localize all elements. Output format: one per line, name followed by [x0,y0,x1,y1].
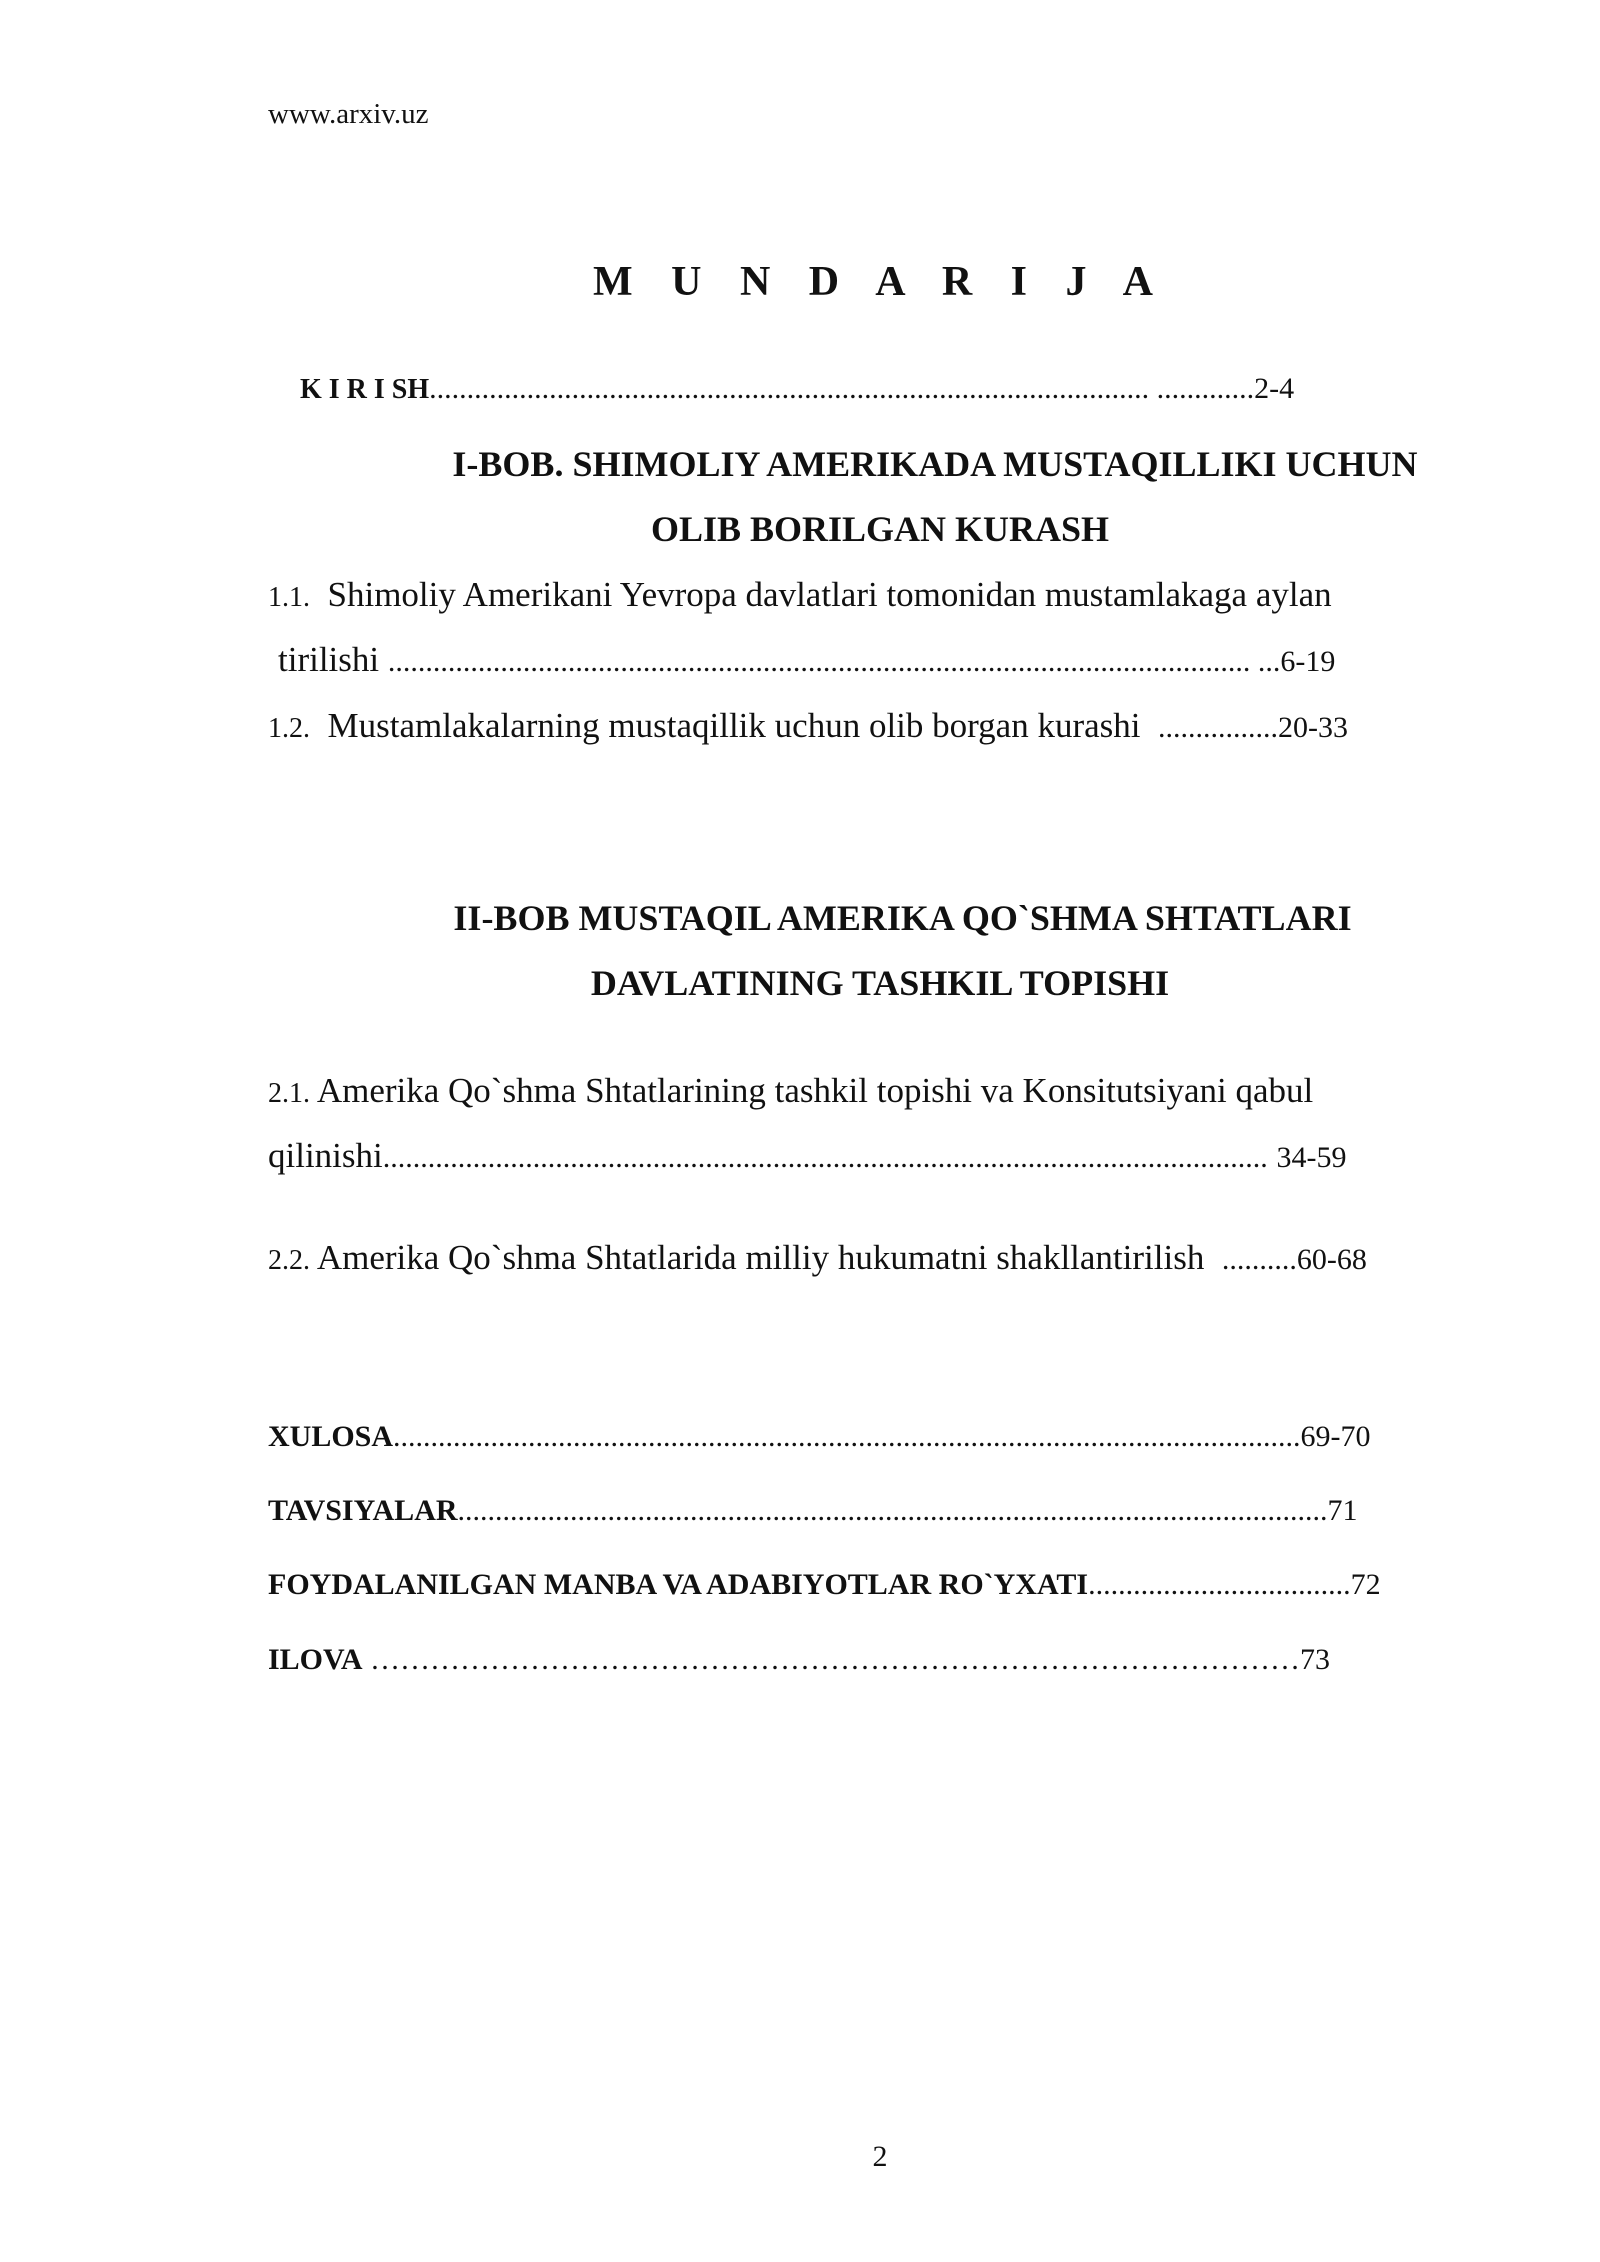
page-number: 2 [872,2140,888,2173]
toc-entry-2-2[interactable] [268,1238,1367,1278]
toc-pages: 6-19 [1280,645,1336,678]
section-title: Mustamlakalarning mustaqillik uchun olib borgan kurashi [327,706,1141,745]
chapter-2-heading: II-BOB MUSTAQIL AMERIKA QO`SHMA SHTATLARI [453,898,1352,938]
toc-entry-1-1[interactable] [268,575,1332,615]
toc-leader: ………………………………………………………………………………… [362,1643,1300,1676]
chapter-1-heading: I-BOB. SHIMOLIY AMERIKADA MUSTAQILLIKI UCHUN [452,444,1418,484]
toc-entry-label: XULOSA [268,1420,394,1453]
section-title-continued: qilinishi [268,1136,383,1175]
toc-entry-label: K I R I SH [300,374,430,405]
section-title: Amerika Qo`shma Shtatlarida milliy hukumatni shakllantirilish [316,1238,1205,1277]
toc-pages: 72 [1350,1568,1381,1601]
toc-pages: 20-33 [1277,711,1348,744]
toc-entry-label: TAVSIYALAR [268,1494,458,1527]
site-url: www.arxiv.uz [268,98,429,130]
toc-leader: ................................... [1088,1568,1351,1601]
chapter-2-heading-line2: DAVLATINING TASHKIL TOPISHI [590,963,1170,1003]
toc-leader: ...................................................................................................................... [382,1141,1268,1174]
section-title-continued: tirilishi [278,640,380,679]
toc-entry-bibliography[interactable] [268,1568,1381,1602]
toc-entry-1-2[interactable] [268,706,1348,746]
toc-pages: 2-4 [1254,372,1295,405]
section-number: 2.1. [268,1078,310,1109]
toc-leader: ................ [1157,711,1278,744]
toc-entry-xulosa[interactable] [268,1420,1371,1454]
toc-entry-ilova[interactable] [268,1643,1330,1677]
toc-leader: .......... [1221,1243,1297,1276]
toc-entry-2-1[interactable] [268,1071,1313,1111]
section-title: Shimoliy Amerikani Yevropa davlatlari tomonidan mustamlakaga aylan [327,575,1332,614]
toc-entry-2-1-continued[interactable] [268,1136,1347,1176]
section-number: 2.2. [268,1245,310,1276]
toc-entry-label: FOYDALANILGAN MANBA VA ADABIYOTLAR RO`YXATI [268,1568,1089,1601]
section-title: Amerika Qo`shma Shtatlarining tashkil topishi va Konsitutsiyani qabul [316,1071,1314,1110]
toc-entry-1-1-continued[interactable] [278,640,1335,680]
toc-entry-kirish[interactable] [300,372,1294,406]
toc-entry-tavsiyalar[interactable] [268,1494,1358,1528]
toc-pages: 71 [1327,1494,1358,1527]
toc-pages: 60-68 [1296,1243,1367,1276]
toc-pages: 73 [1299,1643,1330,1676]
toc-entry-label: ILOVA [268,1643,363,1676]
page-title: M U N D A R I J A [592,259,1168,305]
toc-pages: 69-70 [1300,1420,1371,1453]
toc-pages: 34-59 [1276,1141,1347,1174]
toc-leader: ......................................................................................................................... [393,1420,1301,1453]
toc-leader: .................................................................................................................... [457,1494,1328,1527]
section-number: 1.2. [268,713,310,744]
toc-leader: ................................................................................................................... ... [387,645,1281,678]
section-number: 1.1. [268,582,310,613]
toc-leader: ................................................................................................ ............. [429,372,1255,405]
chapter-1-heading-line2: OLIB BORILGAN KURASH [650,509,1110,549]
